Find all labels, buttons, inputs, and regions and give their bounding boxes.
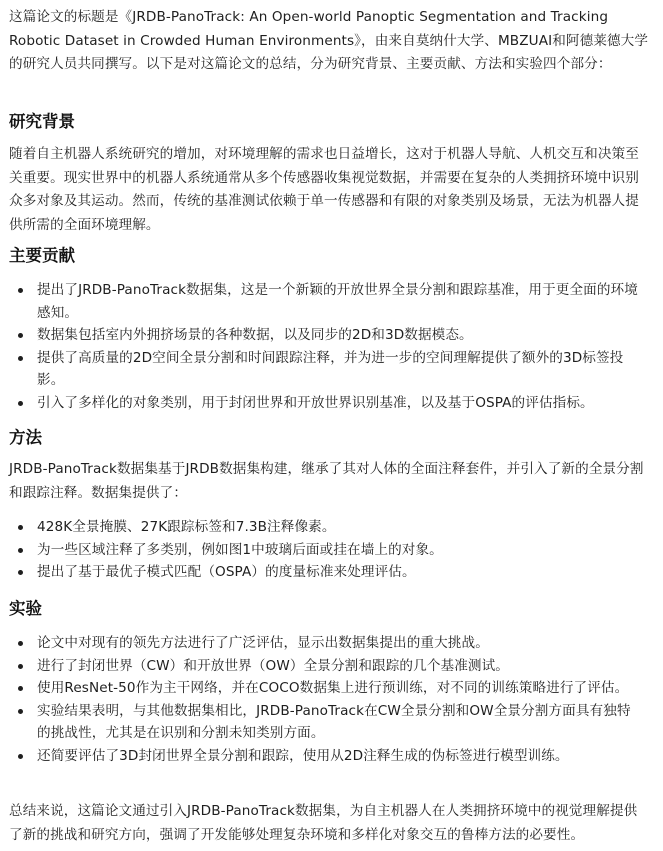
bullet-icon — [18, 288, 23, 293]
list-item: 提出了JRDB-PanoTrack数据集，这是一个新颖的开放世界全景分割和跟踪基准，用于更全面的环境感知。 — [0, 279, 640, 324]
section-heading-background: 研究背景 — [9, 112, 75, 131]
method-paragraph: JRDB-PanoTrack数据集基于JRDB数据集构建，继承了其对人体的全面注释套件，并引入了新的全景分割和跟踪注释。数据集提供了： — [9, 461, 644, 501]
list-item: 实验结果表明，与其他数据集相比，JRDB-PanoTrack在CW全景分割和OW全景分割方面具有独特的挑战性，尤其是在识别和分割未知类别方面。 — [0, 700, 640, 745]
list-item: 428K全景掩膜、27K跟踪标签和7.3B注释像素。 — [0, 516, 640, 539]
bullet-icon — [18, 709, 23, 714]
list-item: 还简要评估了3D封闭世界全景分割和跟踪，使用从2D注释生成的伪标签进行模型训练。 — [0, 745, 640, 768]
bullet-icon — [18, 401, 23, 406]
list-item: 为一些区域注释了多类别，例如图1中玻璃后面或挂在墙上的对象。 — [0, 539, 640, 562]
intro-paragraph: 这篇论文的标题是《JRDB-PanoTrack: An Open-world Panoptic Segmentation and Tracking Robotic Dataset in Crowded Human Environments》，由来自莫纳什大学、MBZUAI和阿德莱德大学的研究人员共同撰写。以下是对这篇论文的总结，分为研究背景、主要贡献、方法和实验四个部分： — [9, 9, 649, 72]
contributions-list — [0, 279, 640, 414]
section-heading-experiments: 实验 — [9, 599, 42, 618]
list-item: 使用ResNet-50作为主干网络，并在COCO数据集上进行预训练，对不同的训练策略进行了评估。 — [0, 677, 640, 700]
experiments-list — [0, 632, 640, 767]
bullet-icon — [18, 356, 23, 361]
bullet-icon — [18, 686, 23, 691]
bullet-icon — [18, 641, 23, 646]
list-item: 提出了基于最优子模式匹配（OSPA）的度量标准来处理评估。 — [0, 561, 640, 584]
background-paragraph: 随着自主机器人系统研究的增加，对环境理解的需求也日益增长，这对于机器人导航、人机交互和决策至关重要。现实世界中的机器人系统通常从多个传感器收集视觉数据，并需要在复杂的人类拥挤环境中识别众多对象及其运动。然而，传统的基准测试依赖于单一传感器和有限的对象类别及场景，无法为机器人提供所需的全面环境理解。 — [9, 146, 639, 233]
bullet-icon — [18, 664, 23, 669]
method-list — [0, 516, 640, 584]
section-heading-method: 方法 — [9, 428, 42, 447]
list-item: 引入了多样化的对象类别，用于封闭世界和开放世界识别基准，以及基于OSPA的评估指标。 — [0, 392, 640, 415]
conclusion-paragraph: 总结来说，这篇论文通过引入JRDB-PanoTrack数据集，为自主机器人在人类拥挤环境中的视觉理解提供了新的挑战和研究方向，强调了开发能够处理复杂环境和多样化对象交互的鲁棒方法的必要性。 — [9, 803, 638, 843]
bullet-icon — [18, 548, 23, 553]
list-item: 提供了高质量的2D空间全景分割和时间跟踪注释，并为进一步的空间理解提供了额外的3D标签投影。 — [0, 347, 640, 392]
list-item: 数据集包括室内外拥挤场景的各种数据，以及同步的2D和3D数据模态。 — [0, 324, 640, 347]
section-heading-contributions: 主要贡献 — [9, 246, 75, 265]
bullet-icon — [18, 333, 23, 338]
bullet-icon — [18, 525, 23, 530]
list-item: 进行了封闭世界（CW）和开放世界（OW）全景分割和跟踪的几个基准测试。 — [0, 655, 640, 678]
bullet-icon — [18, 570, 23, 575]
list-item: 论文中对现有的领先方法进行了广泛评估，显示出数据集提出的重大挑战。 — [0, 632, 640, 655]
bullet-icon — [18, 754, 23, 759]
